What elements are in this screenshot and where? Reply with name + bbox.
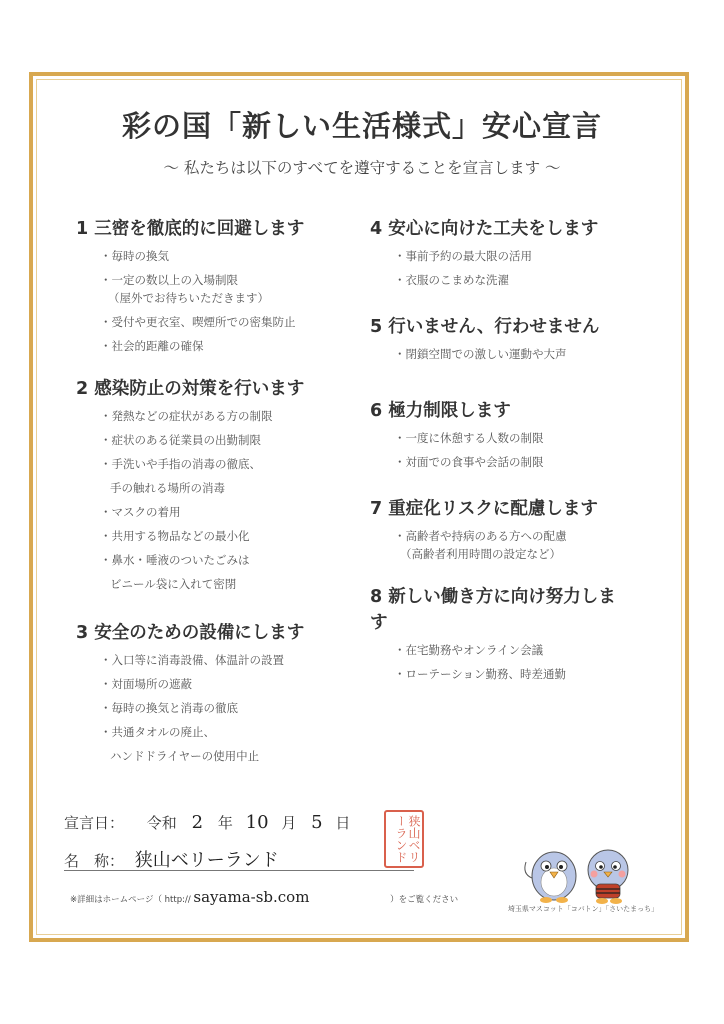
list-item: ビニール袋に入れて密閉 xyxy=(110,577,237,591)
footnote-suffix: ）をご覧ください xyxy=(390,895,459,905)
list-item: ・社会的距離の確保 xyxy=(100,339,204,353)
declaration-name xyxy=(64,846,279,872)
section-1 xyxy=(76,216,304,362)
list-item: （高齢者利用時間の設定など） xyxy=(400,547,561,561)
footnote-prefix: ※詳細はホームページ（ http:// xyxy=(70,895,191,905)
footnote xyxy=(70,888,458,906)
list-item: ・症状のある従業員の出勤制限 xyxy=(100,433,261,447)
list-item: ・一度に休憩する人数の制限 xyxy=(394,431,544,445)
mascot-caption: 埼玉県マスコット「コバトン」「さいたまっち」 xyxy=(507,905,659,913)
section-heading: 7 重症化リスクに配慮します xyxy=(370,499,598,519)
name-underline xyxy=(64,870,414,871)
section-heading: 3 安全のための設備にします xyxy=(76,623,305,643)
page-subtitle: ～ 私たちは以下のすべてを遵守することを宣言します ～ xyxy=(163,159,561,177)
section-8 xyxy=(370,584,620,690)
year-unit: 年 xyxy=(217,814,233,832)
section-heading: 2 感染防止の対策を行います xyxy=(76,379,305,399)
declaration-date xyxy=(64,812,350,833)
kobaton-icon xyxy=(525,852,576,903)
year-value: 2 xyxy=(191,812,204,833)
section-7 xyxy=(370,496,598,570)
date-label: 宣言日： xyxy=(64,814,125,832)
list-item: ・閉鎖空間での激しい運動や大声 xyxy=(394,347,567,361)
list-item: （屋外でお待ちいただきます） xyxy=(108,291,269,305)
list-item: ・マスクの着用 xyxy=(100,505,181,519)
list-item: ・入口等に消毒設備、体温計の設置 xyxy=(100,653,284,667)
section-heading: 4 安心に向けた工夫をします xyxy=(370,219,599,239)
list-item: 手の触れる場所の消毒 xyxy=(110,481,225,495)
name-value: 狭山ベリーランド xyxy=(134,850,279,871)
list-item: ・共用する物品などの最小化 xyxy=(100,529,250,543)
list-item: ・高齢者や持病のある方への配慮 xyxy=(394,529,567,543)
list-item: ・ローテーション勤務、時差通勤 xyxy=(394,667,567,681)
month-unit: 月 xyxy=(281,814,297,832)
section-3 xyxy=(76,620,304,772)
month-value: 10 xyxy=(245,812,269,833)
section-5 xyxy=(370,314,599,370)
list-item: ・発熱などの症状がある方の制限 xyxy=(100,409,273,423)
list-item: ・共通タオルの廃止、 xyxy=(100,725,215,739)
section-heading: 6 極力制限します xyxy=(370,401,511,421)
list-item: ・対面場所の遮蔽 xyxy=(100,677,192,691)
list-item: ・手洗いや手指の消毒の徹底、 xyxy=(100,457,261,471)
section-2 xyxy=(76,376,304,600)
list-item: ・一定の数以上の入場制限 xyxy=(100,273,238,287)
day-unit: 日 xyxy=(335,814,351,832)
list-item: ・衣服のこまめな洗濯 xyxy=(394,273,509,287)
company-stamp: 狭山ベリーランド xyxy=(384,810,424,868)
mascot-illustration xyxy=(512,826,652,904)
list-item: ・対面での食事や会話の制限 xyxy=(394,455,544,469)
saitamacchi-icon xyxy=(588,850,628,904)
section-heading: 8 新しい働き方に向け努力します xyxy=(370,587,616,633)
name-label: 名 称： xyxy=(64,852,125,870)
list-item: ・鼻水・唾液のついたごみは xyxy=(100,553,250,567)
footnote-url: sayama-sb.com xyxy=(193,888,310,906)
section-4 xyxy=(370,216,598,296)
list-item: ・在宅勤務やオンライン会議 xyxy=(394,643,544,657)
list-item: ・毎時の換気と消毒の徹底 xyxy=(100,701,238,715)
list-item: ・毎時の換気 xyxy=(100,249,169,263)
list-item: ・受付や更衣室、喫煙所での密集防止 xyxy=(100,315,296,329)
section-6 xyxy=(370,398,544,478)
list-item: ・事前予約の最大限の活用 xyxy=(394,249,532,263)
section-heading: 1 三密を徹底的に回避します xyxy=(76,219,305,239)
era: 令和 xyxy=(146,814,177,832)
page-title: 彩の国「新しい生活様式」安心宣言 xyxy=(121,109,602,143)
list-item: ハンドドライヤーの使用中止 xyxy=(110,749,260,763)
day-value: 5 xyxy=(311,812,323,833)
section-heading: 5 行いません、行わせません xyxy=(370,317,600,337)
